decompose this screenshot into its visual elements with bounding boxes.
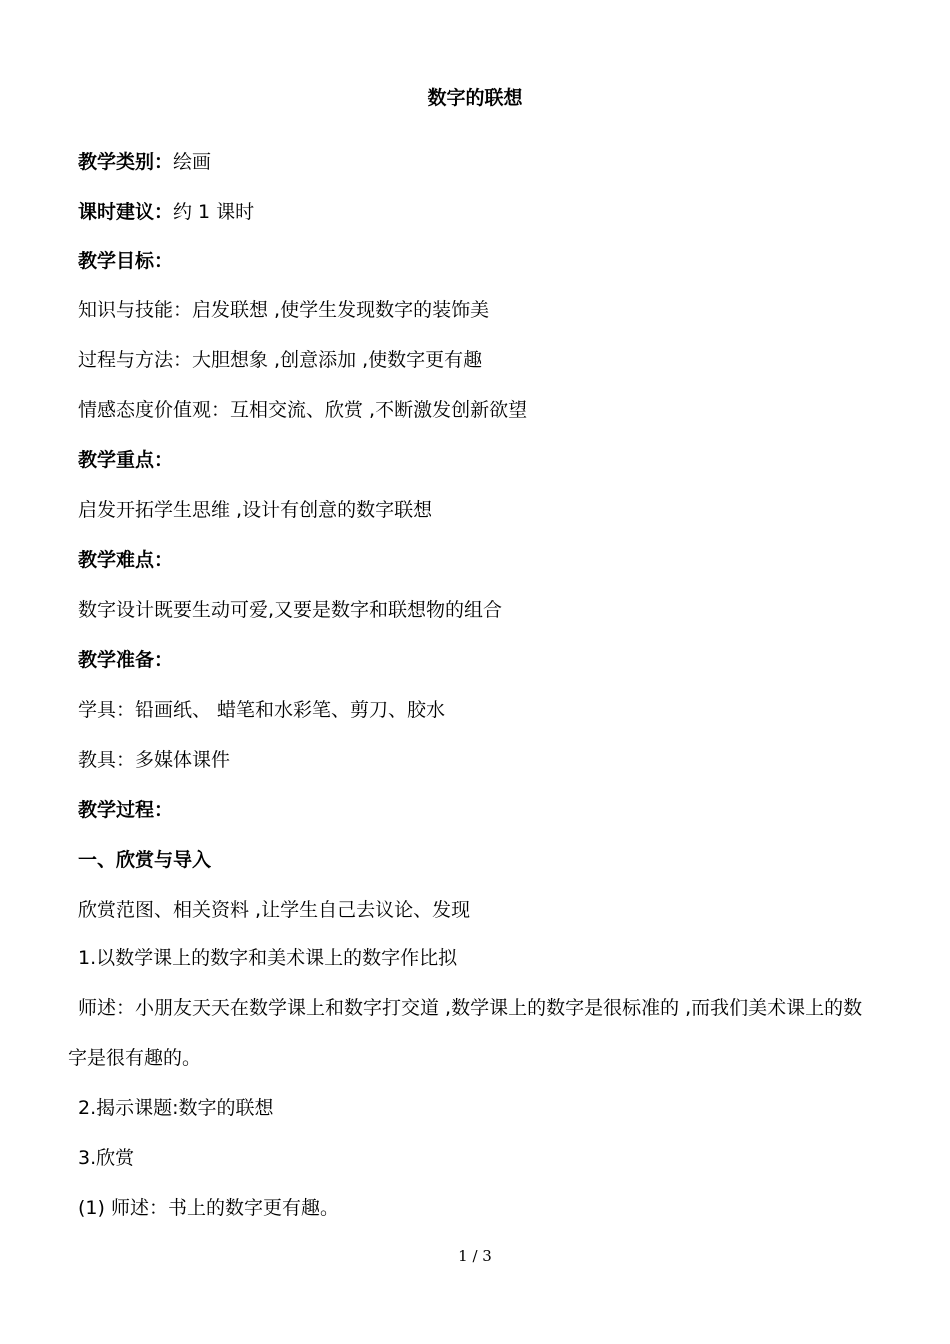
document-title: 数字的联想: [427, 87, 523, 109]
prep-teacher-tools: 教具：多媒体课件: [78, 749, 231, 771]
section1-line-appreciate: 欣赏范图、相关资料 ,让学生自己去议论、发现: [78, 899, 471, 921]
field-duration-label: 课时建议：: [78, 201, 174, 223]
prep-student-tools: 学具：铅画纸、 蜡笔和水彩笔、剪刀、胶水: [78, 699, 446, 721]
difficulty-heading: 教学难点：: [78, 549, 174, 571]
prep-heading: 教学准备：: [78, 649, 174, 671]
page-number: 1 / 3: [458, 1247, 492, 1265]
key-heading: 教学重点：: [78, 449, 174, 471]
goal-knowledge: 知识与技能：启发联想 ,使学生发现数字的装饰美: [78, 299, 490, 321]
section1-line-compare: 1.以数学课上的数字和美术课上的数字作比拟: [78, 947, 458, 969]
teacher-statement-line1: 师述：小朋友天天在数学课上和数字打交道 ,数学课上的数字是很标准的 ,而我们美术课上的数: [78, 997, 863, 1019]
field-duration-value: 约 1 课时: [173, 201, 255, 223]
goal-process: 过程与方法：大胆想象 ,创意添加 ,使数字更有趣: [78, 349, 483, 371]
field-category: [78, 150, 211, 174]
field-category-value: 绘画: [173, 151, 212, 173]
teacher-statement-line2: 字是很有趣的。: [68, 1047, 202, 1069]
section1-line-teacher-book: (1) 师述：书上的数字更有趣。: [78, 1197, 339, 1219]
section1-heading: 一、欣赏与导入: [78, 849, 212, 871]
difficulty-text: 数字设计既要生动可爱,又要是数字和联想物的组合: [78, 599, 503, 621]
field-duration: [78, 200, 254, 224]
field-category-label: 教学类别：: [78, 151, 174, 173]
section1-line-topic: 2.揭示课题:数字的联想: [78, 1097, 274, 1119]
process-heading: 教学过程：: [78, 799, 174, 821]
goals-heading: 教学目标：: [78, 250, 174, 272]
goal-attitude: 情感态度价值观：互相交流、欣赏 ,不断激发创新欲望: [78, 399, 528, 421]
key-text: 启发开拓学生思维 ,设计有创意的数字联想: [78, 499, 433, 521]
section1-line-appreciate-item: 3.欣赏: [78, 1147, 135, 1169]
